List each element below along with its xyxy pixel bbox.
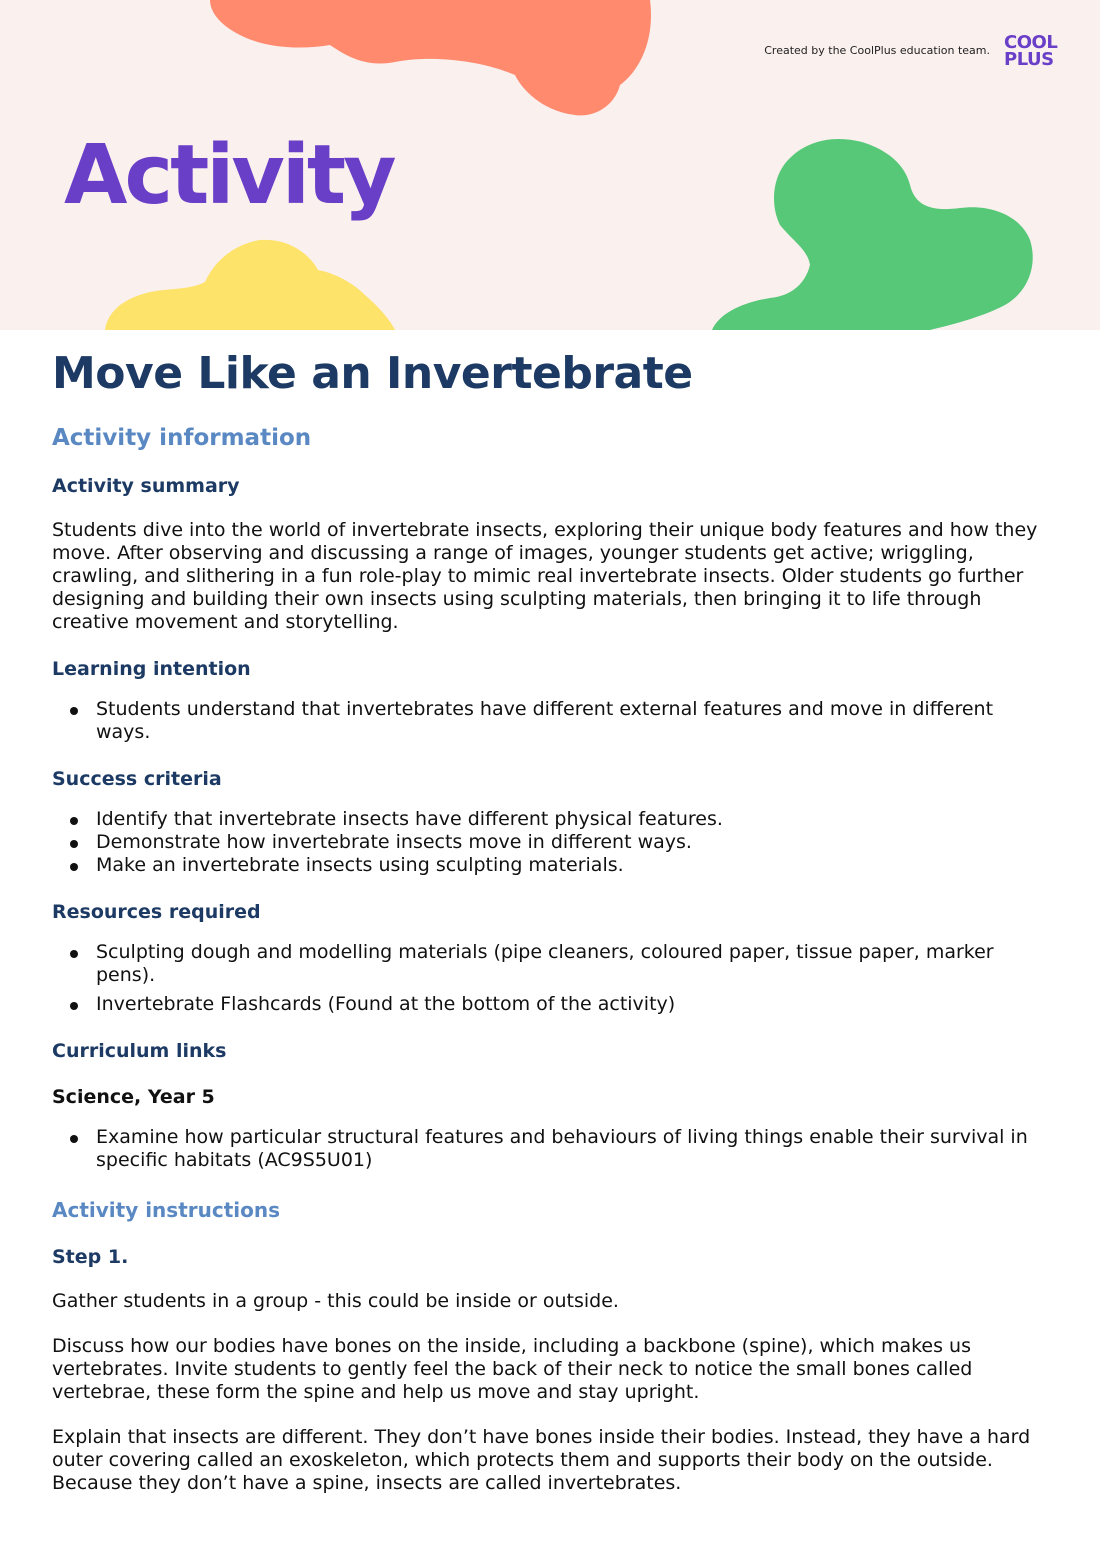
learning-intention-heading: Learning intention bbox=[52, 658, 251, 680]
list-item: Identify that invertebrate insects have different physical features. bbox=[52, 808, 1052, 831]
page-title: Move Like an Invertebrate bbox=[52, 348, 693, 399]
resources-required-heading: Resources required bbox=[52, 901, 261, 923]
coolplus-logo bbox=[1004, 34, 1068, 68]
resources-list bbox=[52, 941, 1052, 1016]
logo-line-1: COOL bbox=[1004, 32, 1058, 53]
list-item: Make an invertebrate insects using sculpting materials. bbox=[52, 854, 1052, 877]
document-content bbox=[52, 348, 1052, 1495]
activity-instructions-heading: Activity instructions bbox=[52, 1198, 281, 1222]
step-1-paragraph-2: Discuss how our bodies have bones on the inside, including a backbone (spine), which makes us vertebrates. Invite students to gently feel the back of their neck to notice the small bones called vertebrae, these form the spine and help us move and stay upright. bbox=[52, 1335, 973, 1403]
activity-summary-text: Students dive into the world of invertebrate insects, exploring their unique body features and how they move. After observing and discussing a range of images, younger students get active; wriggling, crawling, and slithering in a fun role-play to mimic real invertebrate insects. Older students go further designing and building their own insects using sculpting materials, then bringing it to life through creative movement and storytelling. bbox=[52, 519, 1038, 633]
list-item: Invertebrate Flashcards (Found at the bottom of the activity) bbox=[52, 993, 1052, 1016]
learning-intention-list bbox=[52, 698, 1052, 744]
activity-summary-heading: Activity summary bbox=[52, 475, 240, 497]
step-1-paragraph-3: Explain that insects are different. They don’t have bones inside their bodies. Instead, they have a hard outer covering called an exoskeleton, which protects them and supports their body on the outside. Because they don’t have a spine, insects are called invertebrates. bbox=[52, 1426, 1031, 1494]
curriculum-links-heading: Curriculum links bbox=[52, 1040, 227, 1062]
success-criteria-list bbox=[52, 808, 1052, 877]
coral-blob bbox=[210, 0, 651, 115]
list-item: Demonstrate how invertebrate insects move in different ways. bbox=[52, 831, 1052, 854]
curriculum-list bbox=[52, 1126, 1052, 1172]
step-1-heading: Step 1. bbox=[52, 1246, 129, 1268]
banner-title: Activity bbox=[64, 128, 394, 223]
header-banner bbox=[0, 0, 1100, 330]
credit-text: Created by the CoolPlus education team. bbox=[764, 44, 990, 57]
list-item: Sculpting dough and modelling materials (pipe cleaners, coloured paper, tissue paper, marker pens). bbox=[52, 941, 1052, 987]
list-item: Students understand that invertebrates have different external features and move in different ways. bbox=[52, 698, 1052, 744]
list-item: Examine how particular structural features and behaviours of living things enable their survival in specific habitats (AC9S5U01) bbox=[52, 1126, 1052, 1172]
success-criteria-heading: Success criteria bbox=[52, 768, 222, 790]
green-blob bbox=[712, 139, 1033, 330]
logo-line-2: PLUS bbox=[1004, 49, 1054, 70]
curriculum-subject: Science, Year 5 bbox=[52, 1086, 215, 1108]
step-1-paragraph-1: Gather students in a group - this could be inside or outside. bbox=[52, 1290, 619, 1312]
yellow-blob bbox=[105, 240, 395, 330]
activity-information-heading: Activity information bbox=[52, 425, 312, 451]
